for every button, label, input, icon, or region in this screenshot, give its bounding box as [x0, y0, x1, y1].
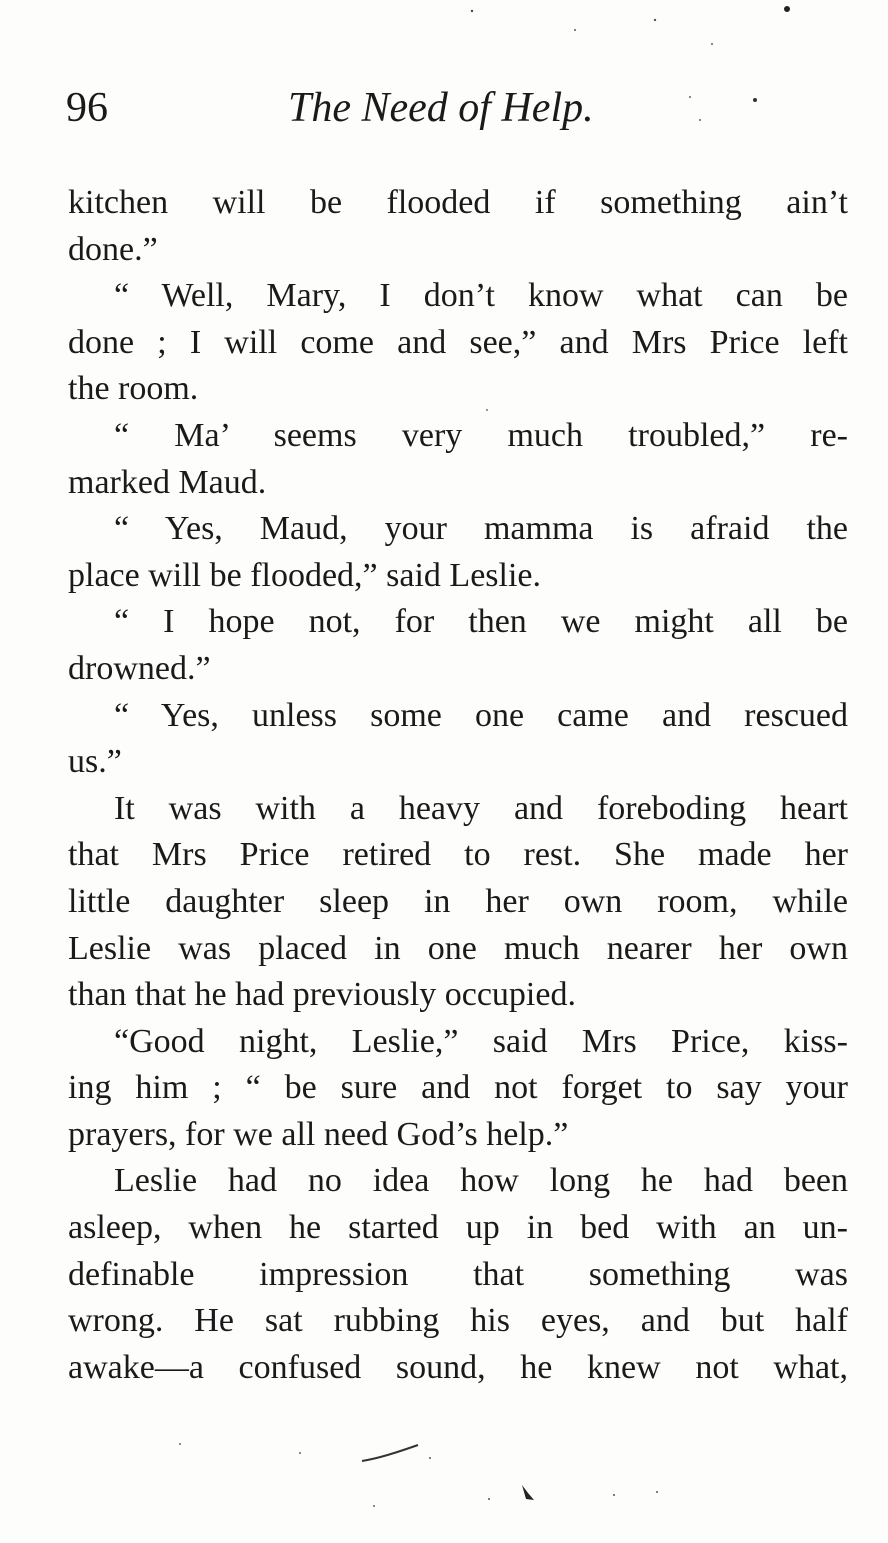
text-line: kitchen will be flooded if something ain’t	[68, 184, 848, 221]
text-line: us.”	[68, 743, 122, 781]
page-number: 96	[66, 85, 108, 131]
running-title: The Need of Help.	[288, 85, 594, 131]
text-line: “ Yes, Maud, your mamma is afraid the	[114, 510, 848, 548]
text-line: marked Maud.	[68, 463, 267, 501]
text-line: done ; I will come and see,” and Mrs Price left	[68, 323, 848, 361]
running-head	[66, 78, 846, 138]
text-line: the room.	[68, 370, 199, 408]
text-line: that Mrs Price retired to rest. She made her	[68, 836, 848, 874]
text-line: done.”	[68, 230, 158, 268]
body-text	[68, 180, 848, 1391]
text-line: drowned.”	[68, 649, 211, 687]
text-line: Leslie was placed in one much nearer her own	[68, 929, 848, 967]
text-line: It was with a heavy and foreboding heart	[114, 789, 848, 827]
text-line: place will be flooded,” said Leslie.	[68, 556, 541, 594]
text-line: than that he had previously occupied.	[68, 976, 576, 1014]
text-line: ing him ; “ be sure and not forget to say your	[68, 1069, 848, 1107]
text-line: “ I hope not, for then we might all be	[114, 603, 848, 641]
text-line: “Good night, Leslie,” said Mrs Price, kiss-	[114, 1022, 848, 1060]
text-line: wrong. He sat rubbing his eyes, and but half	[68, 1302, 848, 1340]
text-line: “ Yes, unless some one came and rescued	[114, 696, 848, 734]
text-line: asleep, when he started up in bed with an un-	[68, 1209, 848, 1247]
text-line: “ Well, Mary, I don’t know what can be	[114, 277, 848, 315]
text-line: awake—a confused sound, he knew not what,	[68, 1348, 848, 1386]
text-line: Leslie had no idea how long he had been	[114, 1162, 848, 1200]
text-line: prayers, for we all need God’s help.”	[68, 1115, 569, 1153]
text-line: “ Ma’ seems very much troubled,” re-	[114, 416, 848, 454]
text-line: little daughter sleep in her own room, while	[68, 882, 848, 920]
text-line: definable impression that something was	[68, 1255, 848, 1293]
